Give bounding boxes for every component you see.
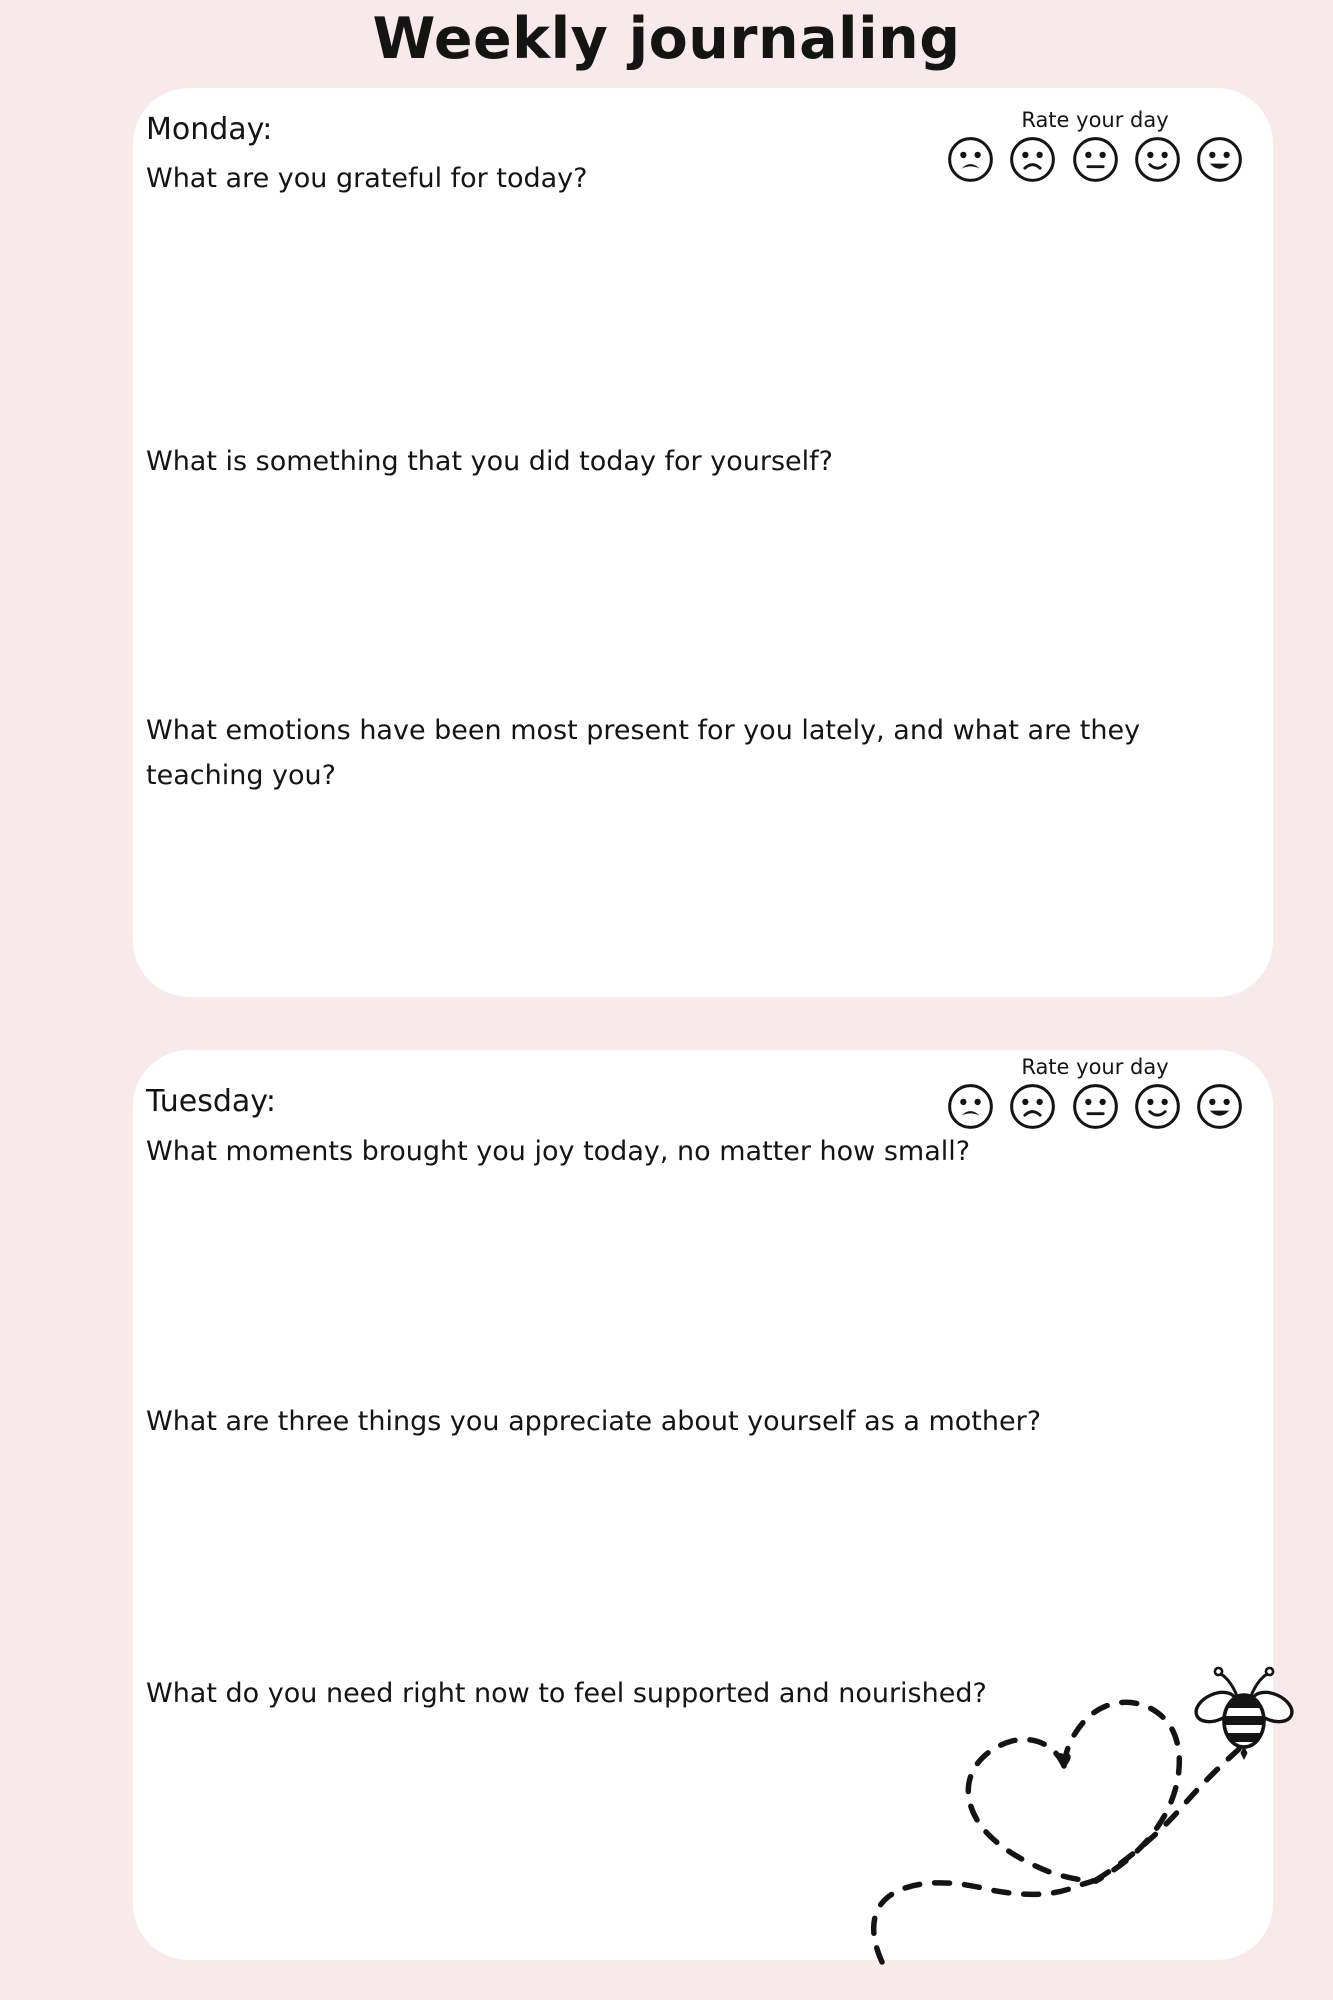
tuesday-card: [133, 1050, 1273, 1960]
day-heading-monday: Monday:: [146, 112, 273, 147]
neutral-face-icon[interactable]: [1072, 1083, 1119, 1130]
sad-face-icon[interactable]: [1009, 136, 1056, 183]
page-title: Weekly journaling: [372, 6, 961, 72]
very-happy-face-icon[interactable]: [1196, 1083, 1243, 1130]
very-happy-face-icon[interactable]: [1196, 136, 1243, 183]
very-sad-face-icon[interactable]: [947, 1083, 994, 1130]
happy-face-icon[interactable]: [1134, 136, 1181, 183]
rate-your-day-tuesday: [947, 1055, 1243, 1130]
day-heading-tuesday: Tuesday:: [146, 1084, 276, 1119]
happy-face-icon[interactable]: [1134, 1083, 1181, 1130]
rating-face-row: [947, 136, 1243, 183]
journal-question: What do you need right now to feel supported and nourished?: [146, 1678, 987, 1709]
sad-face-icon[interactable]: [1009, 1083, 1056, 1130]
very-sad-face-icon[interactable]: [947, 136, 994, 183]
journal-question: What is something that you did today for yourself?: [146, 446, 833, 477]
journal-question: What emotions have been most present for you lately, and what are they teaching you?: [146, 715, 1141, 792]
rate-your-day-label: Rate your day: [1021, 1055, 1169, 1079]
rate-your-day-monday: [947, 108, 1243, 183]
journal-question: What are you grateful for today?: [146, 163, 588, 194]
neutral-face-icon[interactable]: [1072, 136, 1119, 183]
journal-question: What moments brought you joy today, no matter how small?: [146, 1136, 971, 1167]
journal-question: What are three things you appreciate about yourself as a mother?: [146, 1406, 1042, 1437]
monday-card: [133, 88, 1273, 997]
rate-your-day-label: Rate your day: [1021, 108, 1169, 132]
rating-face-row: [947, 1083, 1243, 1130]
